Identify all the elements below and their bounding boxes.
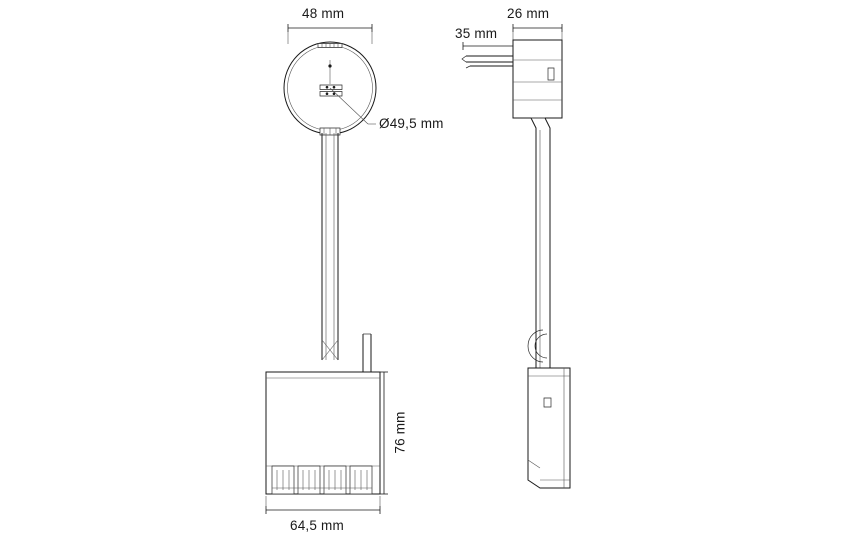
dim-label-48mm: 48 mm bbox=[302, 6, 345, 21]
dim-label-26mm: 26 mm bbox=[507, 6, 550, 21]
dim-label-diameter: Ø49,5 mm bbox=[379, 116, 444, 131]
dim-label-35mm: 35 mm bbox=[455, 26, 498, 41]
dim-76mm-line bbox=[380, 372, 388, 494]
dim-35mm-line bbox=[463, 42, 513, 50]
dim-26mm-line bbox=[513, 24, 562, 32]
dim-48mm-line bbox=[288, 24, 372, 32]
dim-645mm-line bbox=[266, 506, 380, 514]
dim-label-645mm: 64,5 mm bbox=[290, 518, 344, 533]
dim-label-76mm: 76 mm bbox=[392, 411, 408, 454]
